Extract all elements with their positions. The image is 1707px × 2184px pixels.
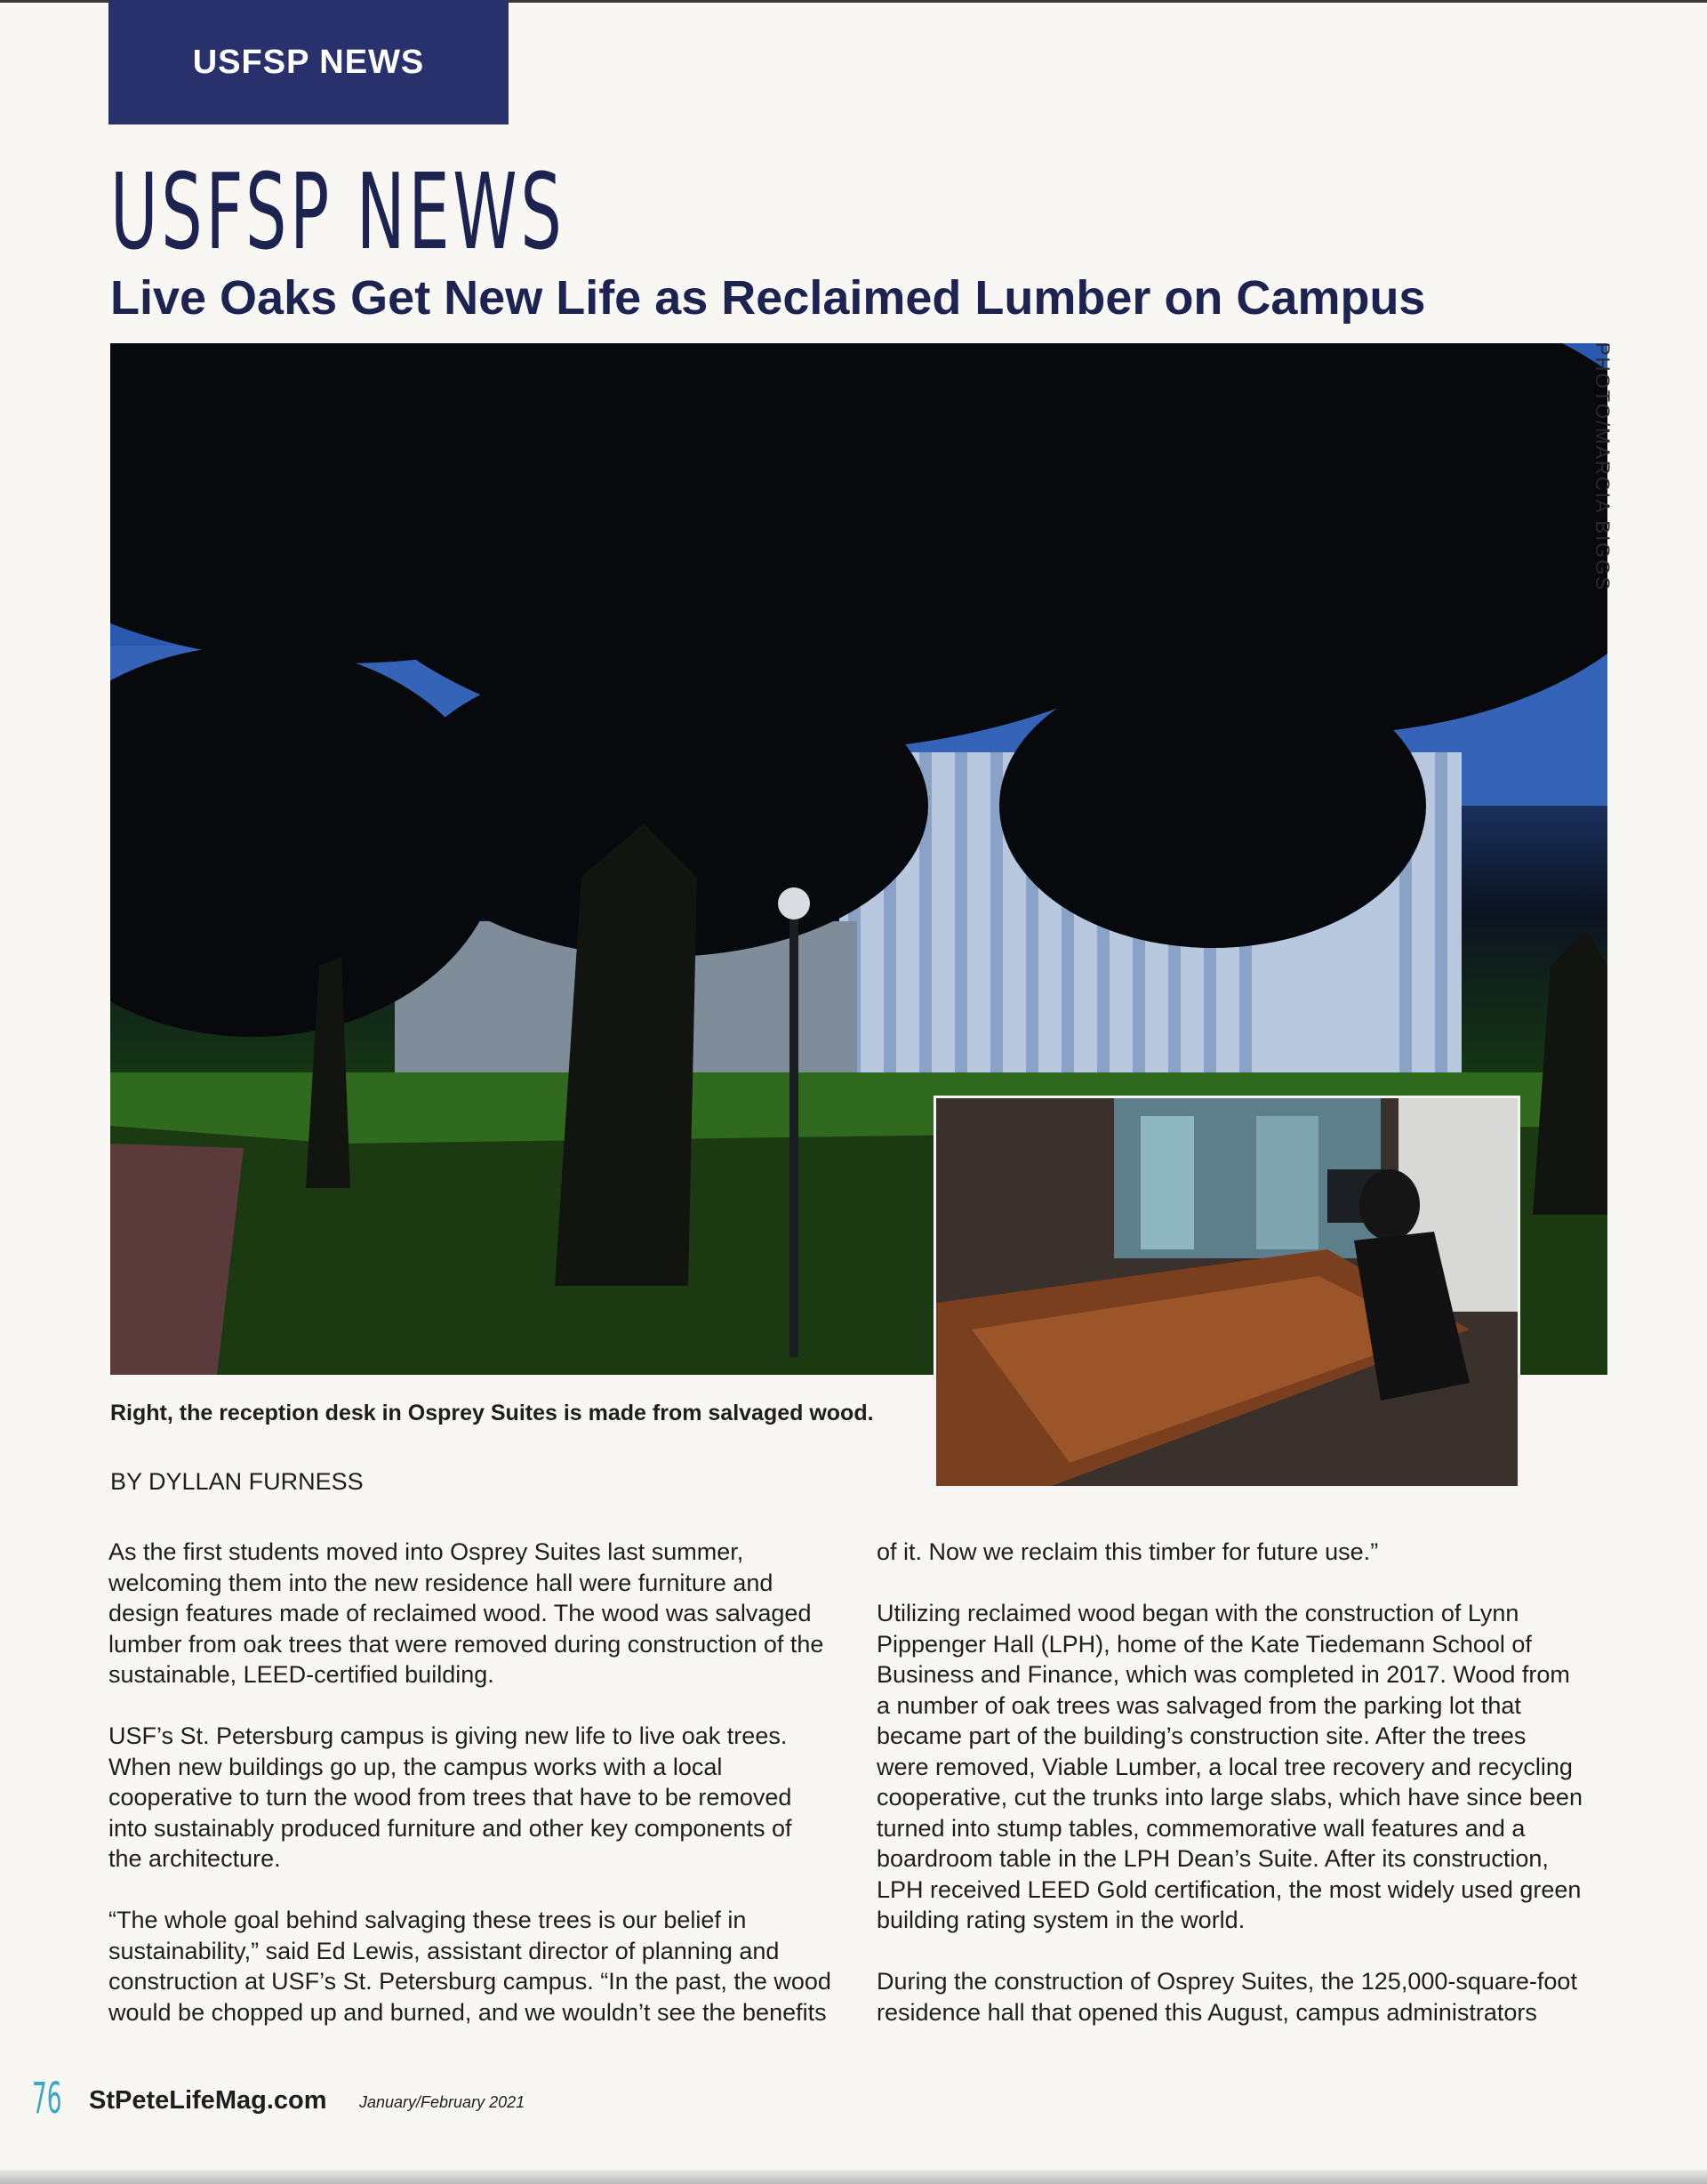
text-line: building rating system in the world. bbox=[877, 1907, 1246, 1933]
section-tab bbox=[108, 0, 509, 124]
paragraph bbox=[108, 1721, 855, 1875]
site-name: StPeteLifeMag.com bbox=[89, 2086, 327, 2115]
text-line: LPH received LEED Gold certification, the most widely used green bbox=[877, 1875, 1582, 1903]
text-line: of it. Now we reclaim this timber for future use.” bbox=[877, 1538, 1379, 1565]
issue-date: January/February 2021 bbox=[359, 2093, 525, 2111]
article-column-right bbox=[877, 1537, 1623, 2059]
text-line: During the construction of Osprey Suites, the 125,000-square-foot bbox=[877, 1968, 1577, 1995]
article-column-left bbox=[108, 1537, 855, 2059]
article-headline: Live Oaks Get New Life as Reclaimed Lumber on Campus bbox=[110, 271, 1426, 325]
text-line: the architecture. bbox=[108, 1845, 281, 1872]
byline: BY DYLLAN FURNESS bbox=[110, 1468, 364, 1495]
text-line: sustainability,” said Ed Lewis, assistant director of planning and bbox=[108, 1937, 780, 1964]
text-line: lumber from oak trees that were removed during construction of the bbox=[108, 1630, 824, 1658]
text-line: boardroom table in the LPH Dean’s Suite. After its construction, bbox=[877, 1845, 1549, 1872]
text-line: would be chopped up and burned, and we wouldn’t see the benefits bbox=[108, 1998, 827, 2026]
inset-photo-reception-desk bbox=[934, 1096, 1520, 1489]
text-line: When new buildings go up, the campus works with a local bbox=[108, 1753, 723, 1780]
text-line: Pippenger Hall (LPH), home of the Kate Tiedemann School of bbox=[877, 1630, 1532, 1658]
text-line: cooperative to turn the wood from trees that have to be removed bbox=[108, 1784, 792, 1811]
text-line: a number of oak trees was salvaged from the parking lot that bbox=[877, 1691, 1521, 1719]
photo-caption: Right, the reception desk in Osprey Suites is made from salvaged wood. bbox=[110, 1401, 874, 1425]
text-line: As the first students moved into Osprey Suites last summer, bbox=[108, 1538, 744, 1565]
text-line: construction at USF’s St. Petersburg campus. “In the past, the wood bbox=[108, 1968, 831, 1995]
page-number: 76 bbox=[32, 2074, 62, 2124]
text-line: residence hall that opened this August, campus administrators bbox=[877, 1998, 1537, 2026]
paragraph bbox=[108, 1905, 855, 2027]
text-line: into sustainably produced furniture and other key components of bbox=[108, 1814, 792, 1842]
text-line: Business and Finance, which was completed in 2017. Wood from bbox=[877, 1661, 1570, 1688]
text-line: USF’s St. Petersburg campus is giving new life to live oak trees. bbox=[108, 1722, 788, 1749]
section-tab-label: USFSP NEWS bbox=[192, 43, 425, 81]
masthead-title: USFSP NEWS bbox=[110, 150, 565, 273]
page-bottom-edge bbox=[0, 2170, 1707, 2184]
paragraph bbox=[108, 1537, 855, 1690]
text-line: turned into stump tables, commemorative wall features and a bbox=[877, 1814, 1526, 1842]
text-line: welcoming them into the new residence hall were furniture and bbox=[108, 1569, 773, 1596]
text-line: “The whole goal behind salvaging these trees is our belief in bbox=[108, 1907, 747, 1933]
text-line: became part of the building’s construction site. After the trees bbox=[877, 1722, 1527, 1749]
text-line: cooperative, cut the trunks into large slabs, which have since been bbox=[877, 1784, 1583, 1811]
text-line: sustainable, LEED-certified building. bbox=[108, 1661, 494, 1688]
photo-credit: PHOTO/MARCIA BIGGS bbox=[1591, 342, 1614, 592]
paragraph bbox=[877, 1598, 1623, 1936]
paragraph bbox=[877, 1537, 1623, 1568]
text-line: Utilizing reclaimed wood began with the construction of Lynn bbox=[877, 1600, 1519, 1626]
text-line: design features made of reclaimed wood. The wood was salvaged bbox=[108, 1600, 812, 1626]
text-line: were removed, Viable Lumber, a local tree recovery and recycling bbox=[877, 1753, 1573, 1780]
paragraph bbox=[877, 1966, 1623, 2027]
